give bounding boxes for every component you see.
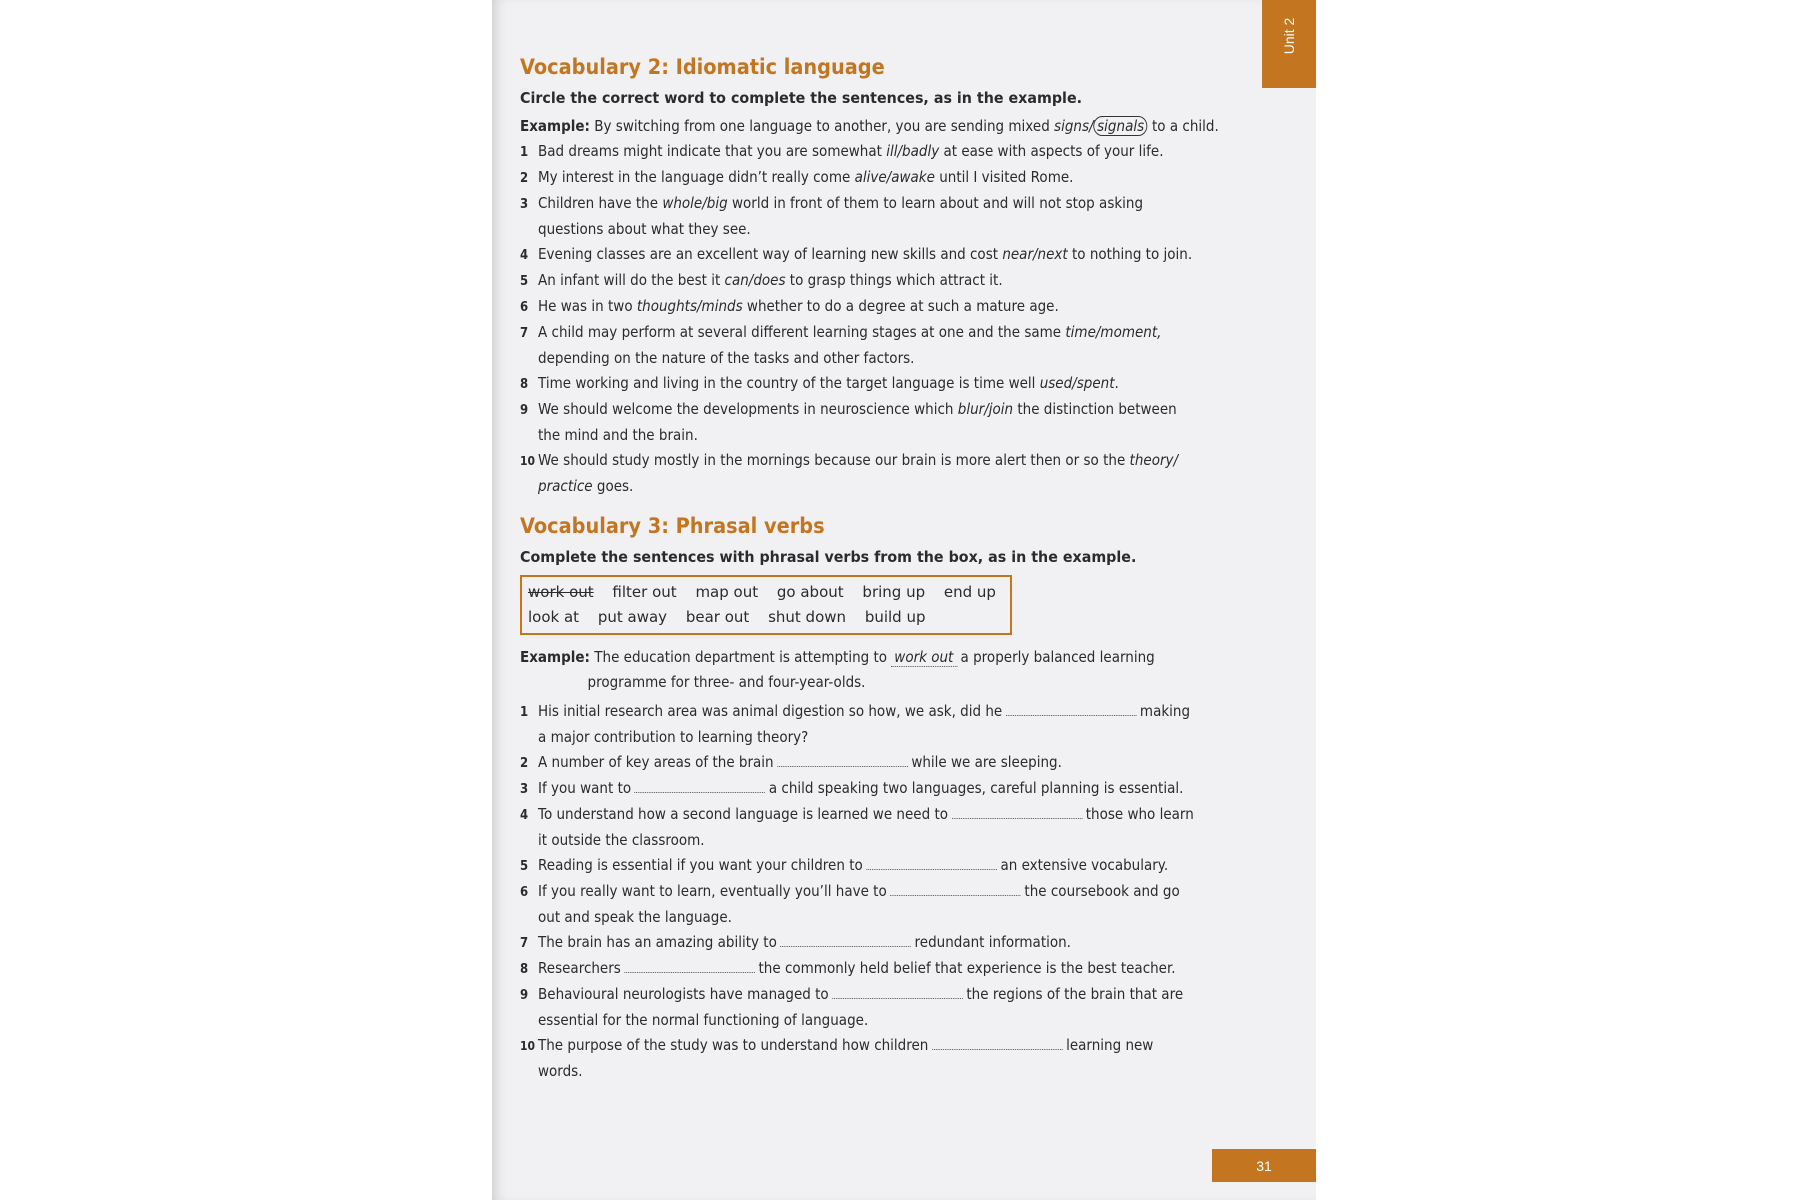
vocab3-item-4	[520, 802, 1194, 828]
vocab2-item-3-cont: questions about what they see.	[538, 220, 751, 238]
word: build up	[864, 608, 926, 626]
item-text-cont: goes.	[592, 477, 634, 495]
item-number: 4	[520, 808, 529, 823]
item-text: My interest in the language didn’t really come	[538, 168, 855, 186]
item-number: 9	[520, 988, 529, 1003]
item-number: 8	[520, 377, 529, 392]
item-text: He was in two	[538, 297, 637, 315]
example-option-1: signs	[1054, 117, 1089, 135]
word: put away	[597, 608, 668, 626]
answer-blank[interactable]	[866, 855, 997, 870]
item-number: 10	[520, 1039, 536, 1053]
unit-tab-label: Unit 2	[1281, 17, 1297, 55]
vocab3-item-3	[520, 776, 1184, 802]
vocab2-item-7	[520, 320, 1177, 346]
item-text: A number of key areas of the brain	[538, 753, 774, 771]
item-number: 5	[520, 274, 529, 289]
answer-blank[interactable]	[1006, 701, 1137, 716]
vocab2-item-list	[520, 139, 1250, 499]
item-number: 2	[520, 171, 529, 186]
vocab3-item-9	[520, 982, 1184, 1008]
vocab3-example-cont: programme for three- and four-year-olds.	[587, 673, 866, 691]
vocab2-item-8	[520, 371, 1177, 397]
answer-blank[interactable]	[952, 804, 1083, 819]
item-text: To understand how a second language is learned we need to	[538, 805, 949, 823]
item-number: 5	[520, 859, 529, 874]
item-text-after: .	[1114, 374, 1119, 392]
item-number: 7	[520, 326, 529, 341]
answer-blank[interactable]	[624, 958, 755, 973]
item-text-after: the coursebook and go	[1024, 882, 1180, 900]
vocab3-item-2	[520, 750, 1177, 776]
vocab2-item-6	[520, 294, 1177, 320]
vocab3-item-1-cont: a major contribution to learning theory?	[538, 728, 809, 746]
item-number: 8	[520, 962, 529, 977]
word-box-row-1	[528, 580, 1004, 605]
answer-blank[interactable]	[832, 984, 963, 999]
item-text-after: making	[1139, 702, 1191, 720]
item-text: Children have the	[538, 194, 663, 212]
word: filter out	[612, 583, 677, 601]
item-text-after: the commonly held belief that experience is the best teacher.	[758, 959, 1176, 977]
item-number: 10	[520, 454, 536, 468]
answer-blank[interactable]	[777, 752, 908, 767]
word: bear out	[685, 608, 750, 626]
item-text: Researchers	[538, 959, 621, 977]
item-number: 4	[520, 248, 529, 263]
example-circled-word: signals	[1094, 116, 1148, 136]
answer-blank[interactable]	[932, 1035, 1063, 1050]
vocab2-item-9-cont: the mind and the brain.	[538, 426, 698, 444]
item-text-after: whether to do a degree at such a mature age.	[742, 297, 1059, 315]
vocab2-example	[520, 114, 1219, 139]
item-text: Bad dreams might indicate that you are somewhat	[538, 142, 887, 160]
item-text-after: those who learn	[1085, 805, 1194, 823]
item-number: 6	[520, 300, 529, 315]
item-number: 9	[520, 403, 529, 418]
word: shut down	[768, 608, 847, 626]
item-text-after: redundant information.	[914, 933, 1071, 951]
item-text-after: the regions of the brain that are	[966, 985, 1184, 1003]
example-text-after: to a child.	[1147, 117, 1219, 135]
item-text: Reading is essential if you want your children to	[538, 856, 863, 874]
item-text-after: a child speaking two languages, careful planning is essential.	[768, 779, 1184, 797]
item-text: An infant will do the best it	[538, 271, 725, 289]
vocab2-item-9	[520, 397, 1177, 423]
example-answer: work out	[891, 648, 957, 667]
vocab3-item-1	[520, 699, 1191, 725]
item-options: time/moment,	[1065, 323, 1162, 341]
vocab2-item-5	[520, 268, 1177, 294]
example-label: Example:	[520, 648, 590, 666]
vocab3-item-10	[520, 1033, 1177, 1059]
item-text-after: while we are sleeping.	[911, 753, 1062, 771]
vocab3-item-9-cont: essential for the normal functioning of language.	[538, 1011, 869, 1029]
vocab3-item-8	[520, 956, 1177, 982]
word: end up	[943, 583, 996, 601]
answer-blank[interactable]	[780, 932, 911, 947]
vocab3-item-10-cont: words.	[538, 1062, 583, 1080]
item-text: His initial research area was animal digestion so how, we ask, did he	[538, 702, 1003, 720]
item-text: Behavioural neurologists have managed to	[538, 985, 829, 1003]
word: map out	[695, 583, 759, 601]
item-number: 6	[520, 885, 529, 900]
phrasal-verb-box	[520, 575, 1012, 635]
item-options: blur/join	[957, 400, 1014, 418]
item-number: 1	[520, 145, 529, 160]
vocab3-title: Vocabulary 3: Phrasal verbs	[520, 514, 825, 538]
example-label: Example:	[520, 117, 590, 135]
vocab3-item-6-cont: out and speak the language.	[538, 908, 732, 926]
item-text-after: world in front of them to learn about and will not stop asking	[727, 194, 1144, 212]
example-text-before: The education department is attempting to	[594, 648, 888, 666]
item-options: thoughts/minds	[636, 297, 743, 315]
vocab3-example	[520, 645, 1177, 670]
vocab3-item-list	[520, 699, 1250, 1084]
item-text-after: until I visited Rome.	[934, 168, 1074, 186]
vocab2-title: Vocabulary 2: Idiomatic language	[520, 55, 885, 79]
word: go about	[776, 583, 844, 601]
item-text-after: to nothing to join.	[1067, 245, 1193, 263]
item-number: 3	[520, 197, 529, 212]
workbook-page	[492, 0, 1316, 1200]
unit-tab	[1262, 0, 1316, 88]
page-number: 31	[1212, 1149, 1316, 1182]
item-options: near/next	[1002, 245, 1068, 263]
item-options-cont: practice	[538, 477, 593, 495]
vocab3-item-4-cont: it outside the classroom.	[538, 831, 705, 849]
item-options: can/does	[724, 271, 786, 289]
item-text-after: to grasp things which attract it.	[785, 271, 1003, 289]
example-text-after: a properly balanced learning	[960, 648, 1155, 666]
item-text: A child may perform at several different learning stages at one and the same	[538, 323, 1066, 341]
vocab3-item-5	[520, 853, 1177, 879]
vocab3-item-6	[520, 879, 1180, 905]
item-number: 1	[520, 705, 529, 720]
item-text: The brain has an amazing ability to	[538, 933, 777, 951]
vocab2-item-1	[520, 139, 1177, 165]
page-content	[520, 52, 1250, 1084]
vocab3-instruction: Complete the sentences with phrasal verbs from the box, as in the example.	[520, 548, 1137, 566]
example-separator: /	[1088, 117, 1094, 135]
vocab2-item-3	[520, 191, 1177, 217]
item-text: If you really want to learn, eventually you’ll have to	[538, 882, 887, 900]
item-text: Time working and living in the country of the target language is time well	[538, 374, 1040, 392]
item-text: If you want to	[538, 779, 632, 797]
vocab2-item-2	[520, 165, 1177, 191]
item-options: used/spent	[1039, 374, 1115, 392]
word: bring up	[862, 583, 926, 601]
item-options: ill/badly	[886, 142, 940, 160]
item-number: 2	[520, 756, 529, 771]
answer-blank[interactable]	[890, 881, 1021, 896]
vocab3-item-7	[520, 930, 1177, 956]
item-text: The purpose of the study was to understand how children	[538, 1036, 929, 1054]
word: look at	[528, 608, 580, 626]
item-text-after: the distinction between	[1013, 400, 1177, 418]
item-text: We should welcome the developments in neuroscience which	[538, 400, 958, 418]
vocab2-item-4	[520, 242, 1193, 268]
item-number: 3	[520, 782, 529, 797]
item-options: theory/	[1129, 451, 1179, 469]
vocab2-item-7-cont: depending on the nature of the tasks and other factors.	[538, 349, 915, 367]
item-text: We should study mostly in the mornings because our brain is more alert then or so the	[538, 451, 1130, 469]
item-text-after: at ease with aspects of your life.	[939, 142, 1164, 160]
item-text: Evening classes are an excellent way of learning new skills and cost	[538, 245, 1003, 263]
item-text-after: learning new	[1066, 1036, 1154, 1054]
vocab2-instruction: Circle the correct word to complete the sentences, as in the example.	[520, 89, 1083, 107]
word-used: work out	[528, 583, 594, 601]
item-options: whole/big	[662, 194, 728, 212]
item-number: 7	[520, 936, 529, 951]
word-box-row-2	[528, 605, 1004, 630]
example-text-before: By switching from one language to another, you are sending mixed	[594, 117, 1055, 135]
item-text-after: an extensive vocabulary.	[1000, 856, 1169, 874]
answer-blank[interactable]	[635, 778, 766, 793]
vocab2-item-10-cont	[520, 474, 1177, 499]
item-options: alive/awake	[854, 168, 935, 186]
vocab2-item-10	[520, 448, 1177, 474]
